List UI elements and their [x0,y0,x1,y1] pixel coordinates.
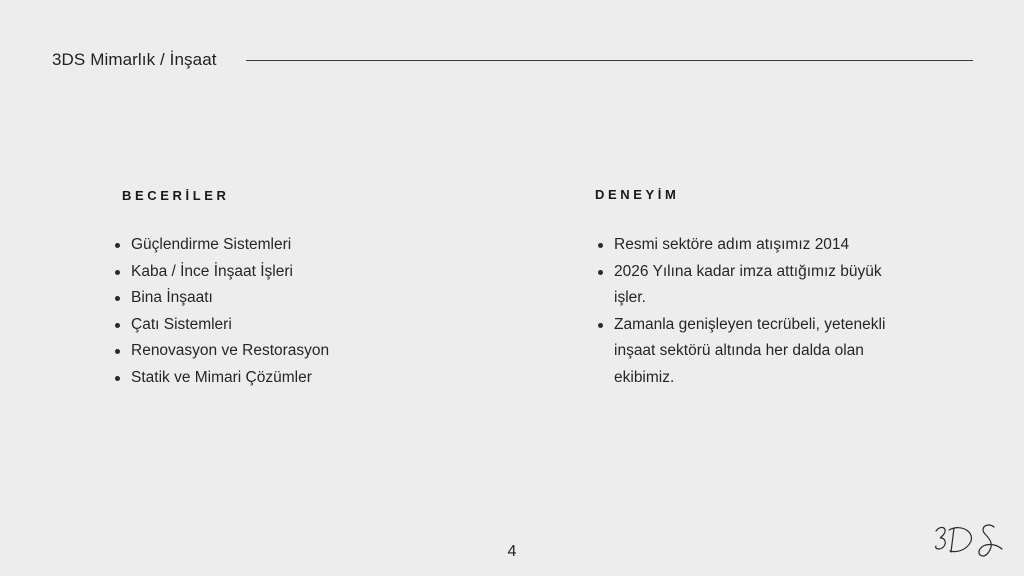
experience-item: 2026 Yılına kadar imza attığımız büyük işler. [596,259,916,312]
skills-list [113,232,453,392]
header-title: 3DS Mimarlık / İnşaat [52,50,217,69]
experience-item: Zamanla genişleyen tecrübeli, yetenekli inşaat sektörü altında her dalda olan ekibimiz. [596,312,916,392]
skills-item: Renovasyon ve Restorasyon [113,338,453,365]
3ds-logo [932,519,1006,561]
skills-item: Çatı Sistemleri [113,312,453,339]
skills-item: Statik ve Mimari Çözümler [113,365,453,392]
header-divider [246,60,973,61]
skills-item: Kaba / İnce İnşaat İşleri [113,259,453,286]
experience-list [596,232,916,392]
skills-item: Güçlendirme Sistemleri [113,232,453,259]
experience-heading: DENEYİM [595,187,680,202]
page-number: 4 [507,543,517,560]
skills-item: Bina İnşaatı [113,285,453,312]
skills-heading: BECERİLER [122,188,230,203]
experience-item: Resmi sektöre adım atışımız 2014 [596,232,916,259]
